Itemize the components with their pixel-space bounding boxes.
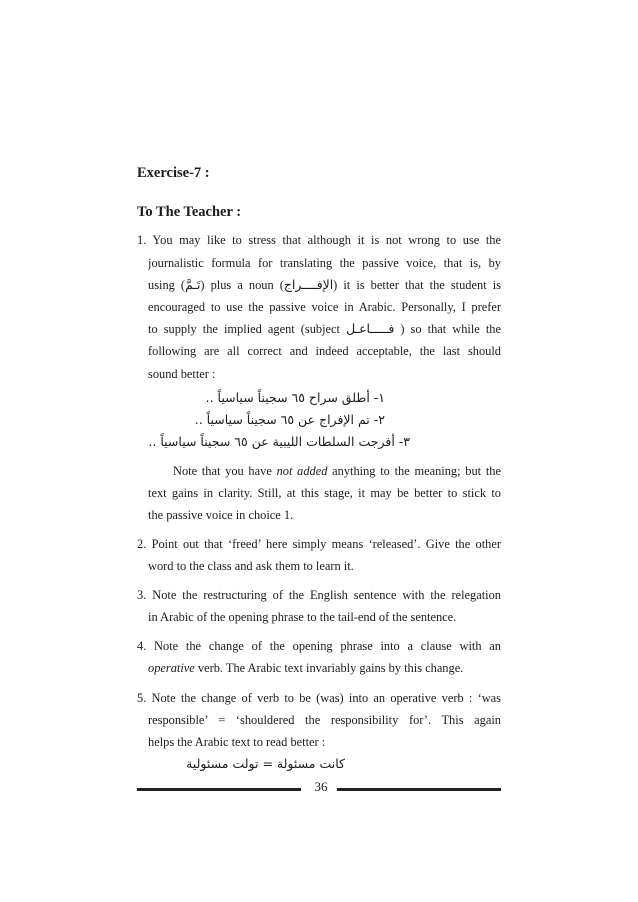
item-2-line-1: 2. Point out that ‘freed’ here simply means ‘released’. Give the other [137, 537, 501, 551]
footer-rule-left [137, 788, 301, 791]
item-1-line-6: following are all correct and indeed acceptable, the last should [148, 344, 501, 358]
arabic-example-1: ١- أطلق سراح ٦٥ سجيناً سياسياً .. [205, 390, 385, 405]
item-1-line-7: sound better : [148, 367, 216, 381]
item-5-line-3: helps the Arabic text to read better : [148, 735, 326, 749]
item-5-line-2: responsible’ = ‘shouldered the responsibility for’. This again [148, 713, 501, 727]
item-1-line-3: using (تَـمَّ) plus a noun (الإفــــراج) it is better that the student is [148, 278, 501, 292]
item-3-line-2: in Arabic of the opening phrase to the tail-end of the sentence. [148, 610, 457, 624]
item-3-line-1: 3. Note the restructuring of the English sentence with the relegation [137, 588, 501, 602]
item-1-note-line-1: Note that you have not added anything to the meaning; but the [173, 464, 501, 478]
exercise-title: Exercise-7 : [137, 165, 210, 181]
item-1-line-2: journalistic formula for translating the passive voice, that is, by [148, 256, 501, 270]
footer-rule-right [337, 788, 501, 791]
page-number: 36 [314, 779, 328, 794]
arabic-example-item-5: كانت مسئولة = تولت مسئولية [186, 756, 345, 771]
arabic-example-2: ٢- تم الإفراج عن ٦٥ سجيناً سياسياً .. [194, 412, 385, 427]
item-1-line-4: encouraged to use the passive voice in Arabic. Personally, I prefer [148, 300, 501, 314]
item-1-note-line-2: text gains in clarity. Still, at this stage, it may be better to stick to [148, 486, 501, 500]
item-4-line-1: 4. Note the change of the opening phrase into a clause with an [137, 639, 501, 653]
item-1-note-line-3: the passive voice in choice 1. [148, 508, 294, 522]
item-5-line-1: 5. Note the change of verb to be (was) into an operative verb : ‘was [137, 691, 501, 705]
item-1-line-1: 1. You may like to stress that although it is not wrong to use the [137, 233, 501, 247]
item-1-line-5: to supply the implied agent (subject فـــــاعـل ) so that while the [148, 322, 501, 336]
arabic-example-3: ٣- أفرجت السلطات الليبية عن ٦٥ سجيناً سياسياً .. [148, 434, 410, 449]
item-4-line-2: operative verb. The Arabic text invariably gains by this change. [148, 661, 464, 675]
section-title: To The Teacher : [137, 204, 242, 220]
item-2-line-2: word to the class and ask them to learn it. [148, 559, 354, 573]
